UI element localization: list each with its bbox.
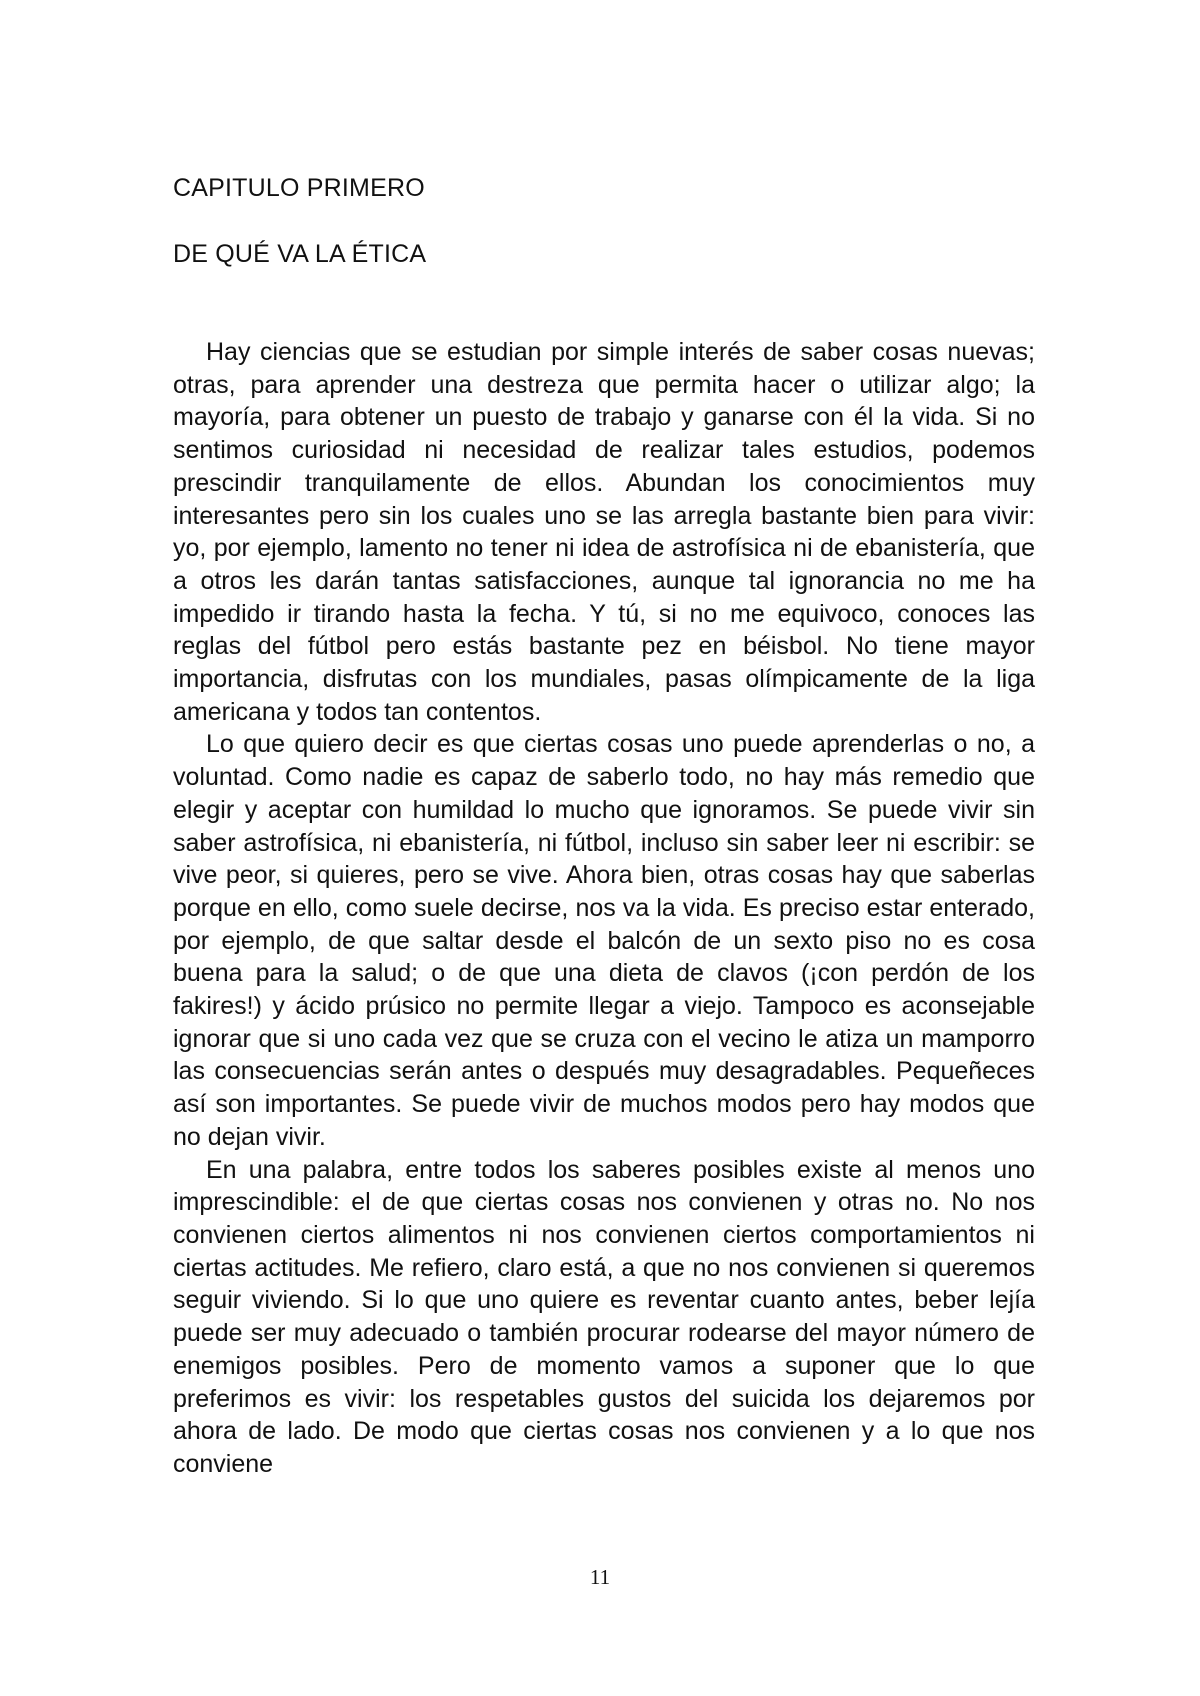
- paragraph-2: Lo que quiero decir es que ciertas cosas uno puede aprenderlas o no, a voluntad. Como nadie es capaz de saberlo todo, no hay más remedio que elegir y aceptar con humildad lo mucho que ignoramos. Se puede vivir sin saber astrofísica, ni ebanistería, ni fútbol, incluso sin saber leer ni escribir: se vive peor, si quieres, pero se vive. Ahora bien, otras cosas hay que saberlas porque en ello, como suele decirse, nos va la vida. Es preciso estar enterado, por ejemplo, de que saltar desde el balcón de un sexto piso no es cosa buena para la salud; o de que una dieta de clavos (¡con perdón de los fakires!) y ácido prúsico no permite llegar a viejo. Tampoco es aconsejable ignorar que si uno cada vez que se cruza con el vecino le atiza un mamporro las consecuencias serán antes o después muy desagradables. Pequeñeces así son importantes. Se puede vivir de muchos modos pero hay modos que no dejan vivir.: [173, 730, 1035, 1151]
- body-text: [173, 336, 1035, 1481]
- paragraph-1: Hay ciencias que se estudian por simple interés de saber cosas nuevas; otras, para aprender una destreza que permita hacer o utilizar algo; la mayoría, para obtener un puesto de trabajo y ganarse con él la vida. Si no sentimos curiosidad ni necesidad de realizar tales estudios, podemos prescindir tranquilamente de ellos. Abundan los conocimientos muy interesantes pero sin los cuales uno se las arregla bastante bien para vivir: yo, por ejemplo, lamento no tener ni idea de astrofísica ni de ebanistería, que a otros les darán tantas satisfacciones, aunque tal ignorancia no me ha impedido ir tirando hasta la fecha. Y tú, si no me equivoco, conoces las reglas del fútbol pero estás bastante pez en béisbol. No tiene mayor importancia, disfrutas con los mundiales, pasas olímpicamente de la liga americana y todos tan contentos.: [173, 338, 1035, 726]
- chapter-title: DE QUÉ VA LA ÉTICA: [173, 240, 427, 268]
- page-number: 11: [589, 1565, 611, 1589]
- paragraph-3: En una palabra, entre todos los saberes posibles existe al menos uno imprescindible: el de que ciertas cosas nos convienen y otras no. No nos convienen ciertos alimentos ni nos convienen ciertos comportamientos ni ciertas actitudes. Me refiero, claro está, a que no nos convienen si queremos seguir viviendo. Si lo que uno quiere es reventar cuanto antes, beber lejía puede ser muy adecuado o también procurar rodearse del mayor número de enemigos posibles. Pero de momento vamos a suponer que lo que preferimos es vivir: los respetables gustos del suicida los dejaremos por ahora de lado. De modo que ciertas cosas nos convienen y a lo que nos conviene: [173, 1155, 1035, 1478]
- chapter-label: CAPITULO PRIMERO: [173, 174, 425, 202]
